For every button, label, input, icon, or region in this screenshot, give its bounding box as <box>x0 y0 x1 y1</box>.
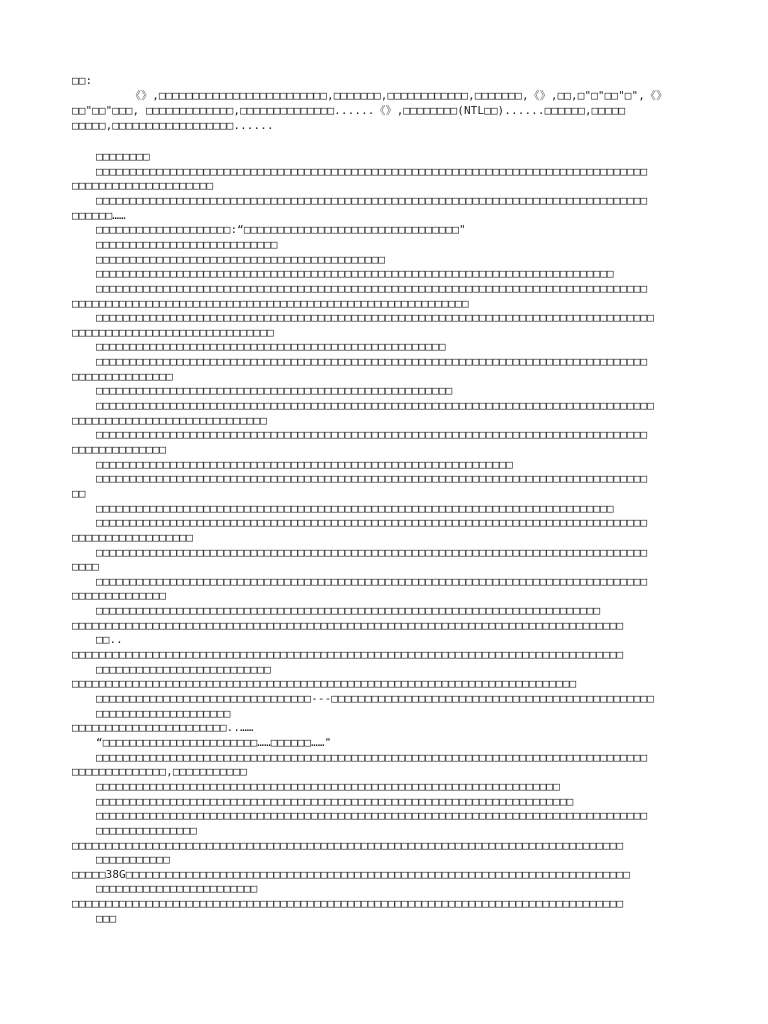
paragraph-line: □□□□ <box>72 560 99 573</box>
paragraph-line: □□ <box>72 487 86 500</box>
paragraph-line: □□□□□□□□□□□□□□□□□□□□□□□□□□□□□□□□□□□□□□□□□□□□□□□□□□□□□□□□□□□□□□□□□□□□□□□ <box>96 795 574 808</box>
paragraph-line: □□□□□□□□□□□□□□□□□□□□□□□□□□□□□□□□□□□□□□□□□□□□□□□□□□□□□□□□□□□□□□□□□□□□□□□□□□□□□□□□□□ <box>96 472 648 485</box>
paragraph-line: □□□□□□□□ <box>96 150 150 163</box>
intro-line: □□□□□,□□□□□□□□□□□□□□□□□□...... <box>72 119 274 132</box>
paragraph-line: □□□□□□□□□□□□□□□□□□□□:“□□□□□□□□□□□□□□□□□□□□□□□□□□□□□□□□" <box>96 223 466 236</box>
paragraph-line: □□□□□□□□□□□□□□□□□□□□□□□□□□□□□□□□□□□□□□□□□□□□□□□□□□□□□□□□□□□□□□□□□□□□□□□□□□□□□□□□□□ <box>96 546 648 559</box>
paragraph-line: □□□□□□□□□□□□□□,□□□□□□□□□□□ <box>72 765 247 778</box>
paragraph-line: □□□□□□□□□□□□□□□□□□□□□□□□□□□□□□□□□□□□□□□□□□□□□□□□□□□□□□□□□□□□□□□□□□□□□□□□□□□□□□□□□□ <box>96 575 648 588</box>
paragraph-line: □□□□□38G□□□□□□□□□□□□□□□□□□□□□□□□□□□□□□□□□□□□□□□□□□□□□□□□□□□□□□□□□□□□□□□□□□□□□□□□□□□ <box>72 868 630 881</box>
paragraph-line: □□□□□□□□□□□□□□□□□□□□□□□□□□□□□□□□□□□□□□□□□□□□□□□□□□□□□□□□□□□□□□□□□□□□□□□□□□□□□□□□□□ <box>96 165 648 178</box>
paragraph-line: □□□□□□□□□□□□□□ <box>72 589 167 602</box>
paragraph-line: □□□□□□□□□□□□□□□□□□ <box>72 531 194 544</box>
paragraph-line: □□□□□□□□□□□□□□□□□□□□□□□□□□□□□□□□□□□□□□□□□□□□□□□□□□□□□□□□□□□□□□□□□□□□□□□□□□□ <box>96 604 601 617</box>
paragraph-line: □□□□□□□□□□□□□□□□□□□□ <box>96 707 231 720</box>
paragraph-line: □□□□□□□□□□□□□□□□□□□□□□□□□□□□□□□□□□□□□□□□□□□□□□□□□□□□□□□□□□□□□□□□□□□□□□□□□□□□□□□□□□ <box>72 839 624 852</box>
paragraph-line: □□□□□□□□□□□□□□□□□□□□□□□□□□□□□□□□□□□□□□□□□□□□□□□□□□□□□□□□□□□□□□□□□□□□□□□□□□□□□□□□□□ <box>96 282 648 295</box>
paragraph-line: □□□□□□□□□□□□□□□□□□□□□□□□□□□□□□□□□□□□□□□□□□□□□□□□□□□□□□□□□□□□□□□□□□□□□□□□□□□□□□□□□□□ <box>96 311 654 324</box>
paragraph-line: □□□□□□…… <box>72 209 126 222</box>
paragraph-line: □□□□□□□□□□□□□□□□□□□□□□□□□□□□□□□□□□□□□□□□□□□□□□□□□□□□□□□□□□□□□□□□□□□□□□□□□□□□□ <box>96 267 614 280</box>
paragraph-line: □□.. <box>96 633 123 646</box>
paragraph-line: □□□□□□□□□□□□□□□□□□□□□□□□ <box>96 882 258 895</box>
paragraph-line: □□□□□□□□□□□□□□□□□□□□□□□□□□□□□□□□□□□□□□□□□□□□□□□□□□□□□□□□□□□□□□□□□□□□□□□□□□□□□□□□□□ <box>96 751 648 764</box>
paragraph-line: □□□□□□□□□□□□□□□□□□□□□□□□□□□□□□□□□□□□□□□□□□□□□□□□□□□□□□□□□□□□□□□□□□□□□□□□□□□□□ <box>96 502 614 515</box>
paragraph-line: □□□□□□□□□□□□□□□□□□□□□□□□□□□□□□□□□□□□□□□□□□□□□□□□□□□□□□□□□□□□□□□□□□□□□□□□□□□□□□□□□□ <box>72 619 624 632</box>
paragraph-line: □□□□□□□□□□□□□□□□□□□□□□□□□□□□□□□□□□□□□□□□□□□□□□□□□□□□□□□□□□□ <box>72 297 469 310</box>
paragraph-line: □□□□□□□□□□□□□□□□□□□□□□□□□□ <box>96 663 271 676</box>
paragraph-line: □□□□□□□□□□□□□□□□□□□□□ <box>72 179 214 192</box>
paragraph-line: □□□□□□□□□□□□□□□□□□□□□□□□□□□□□□□□□□□□□□□□□□□□□□□□□□□□ <box>96 340 446 353</box>
paragraph-line: □□□□□□□□□□□□□□□□□□□□□□□□□□□□□□□□□□□□□□□□□□□□□□□□□□□□□□□□□□□□□□□□□□□□□□□□□□□□□□□□□□ <box>96 355 648 368</box>
paragraph-line: □□□□□□□□□□□□□□□□□□□□□□□□□□□□□□□□□□□□□□□□□□□□□□□□□□□□□□□□□□□□□□□□□□□□□□□□□□□□□□□□□□ <box>96 809 648 822</box>
paragraph-line: □□□□□□□□□□□□□□□□□□□□□□□□□□□□□□□□□□□□□□□□□□□□□□□□□□□□□□□□□□□□□□□□□□□□□□□□□□□□□□□□□□ <box>96 428 648 441</box>
paragraph-line: □□□□□□□□□□□□□□□□□□□□□□□□□□□ <box>96 238 278 251</box>
paragraph-line: □□□□□□□□□□□□□□□□□□□□□□□□□□□□□□□□□□□□□□□□□□□□□□□□□□□□□□□□□□□□□□□□□□□□□□□□□□□□□□□□□□□ <box>96 399 654 412</box>
paragraph-line: □□□□□□□□□□□□□□□□□□□□□□□..…… <box>72 721 254 734</box>
paragraph-line: □□□□□□□□□□□□□□□□□□□□□□□□□□□□□□□□□□□□□□□□□□□□□□□□□□□□□□□□□□□□□□□□□□□□□□□□□□□□□□□□□□ <box>72 897 624 910</box>
paragraph-line: □□□□□□□□□□□□□□ <box>72 443 167 456</box>
paragraph-line: □□□□□□□□□□□□□□□□□□□□□□□□□□□□□□□□□□□□□□□□□□□□□□□□□□□□□□□□□□□□□□□□□□□□□□□□□□□□□□□□□□ <box>96 516 648 529</box>
paragraph-line: □□□□□□□□□□□ <box>96 853 170 866</box>
paragraph-line: □□□□□□□□□□□□□□□ <box>96 824 197 837</box>
intro-line: □□"□□"□□□, □□□□□□□□□□□□□,□□□□□□□□□□□□□□......《》,□□□□□□□□(NTL□□)......□□□□□□,□□□□□ <box>72 104 626 117</box>
paragraph-line: □□□□□□□□□□□□□□□□□□□□□□□□□□□□□□□□□□□□□□□□□□□□□□□□□□□□□□□□□□□□□□□□□□□□□□□□□□□□□□□□□□ <box>96 194 648 207</box>
paragraph-line: □□□□□□□□□□□□□□□□□□□□□□□□□□□□□□□□□□□□□□□□□□□□□□□□□□□□□□□□□□□□□□□□□□□□□□□□□□□□□□□□□□ <box>72 648 624 661</box>
paragraph-line: □□□□□□□□□□□□□□□□□□□□□□□□□□□□□□□□---□□□□□□□□□□□□□□□□□□□□□□□□□□□□□□□□□□□□□□□□□□□□□□□□ <box>96 692 654 705</box>
intro-line: 《》,□□□□□□□□□□□□□□□□□□□□□□□□□,□□□□□□□,□□□□□□□□□□□□,□□□□□□□,《》,□□,□"□"□□"□",《》 <box>130 89 668 102</box>
paragraph-line: □□□□□□□□□□□□□□□ <box>72 370 173 383</box>
paragraph-line: □□□□□□□□□□□□□□□□□□□□□□□□□□□□□ <box>72 414 267 427</box>
paragraph-line: □□□□□□□□□□□□□□□□□□□□□□□□□□□□□□□□□□□□□□□□□□□□□□□□□□□□□□□□□□□□□□ <box>96 458 513 471</box>
paragraph-line: □□□□□□□□□□□□□□□□□□□□□□□□□□□□□□□□□□□□□□□□□□□□□□□□□□□□□□□□□□□□□□□□□□□□□ <box>96 780 560 793</box>
header-label: □□: <box>72 74 93 87</box>
paragraph-line: □□□ <box>96 912 117 925</box>
paragraph-line: □□□□□□□□□□□□□□□□□□□□□□□□□□□□□□□□□□□□□□□□□□□ <box>96 253 386 266</box>
paragraph-line: □□□□□□□□□□□□□□□□□□□□□□□□□□□□□□□□□□□□□□□□□□□□□□□□□□□□□ <box>96 384 453 397</box>
paragraph-line: “□□□□□□□□□□□□□□□□□□□□□□□……□□□□□□……" <box>96 736 332 749</box>
paragraph-line: □□□□□□□□□□□□□□□□□□□□□□□□□□□□□□ <box>72 326 274 339</box>
paragraph-line: □□□□□□□□□□□□□□□□□□□□□□□□□□□□□□□□□□□□□□□□□□□□□□□□□□□□□□□□□□□□□□□□□□□□□□□□□□□ <box>72 677 577 690</box>
